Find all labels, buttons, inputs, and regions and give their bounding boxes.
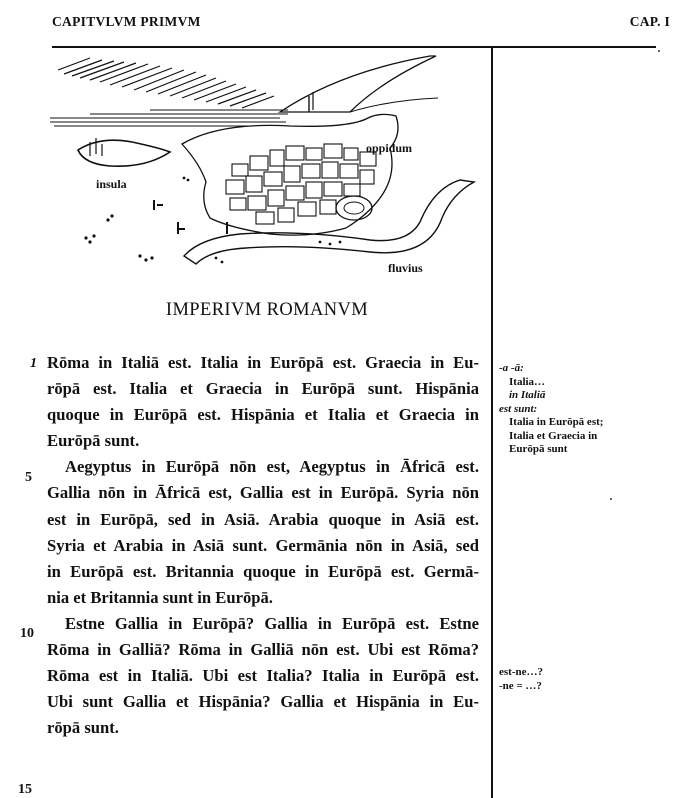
body-text — [47, 350, 479, 741]
line-number-15: 15 — [18, 782, 32, 797]
chapter-title: IMPERIVM ROMANVM — [165, 300, 369, 320]
text-line: Eurōpā sunt. — [47, 431, 140, 451]
margin-note-line: est sunt: — [499, 402, 538, 415]
margin-note-line: Italia… — [509, 375, 546, 388]
line-number-5: 5 — [25, 470, 32, 485]
stray-mark — [658, 50, 660, 52]
text-line: Rōma in Italiā est. Italia in Eurōpā est. Graecia in Eu- — [47, 353, 479, 372]
island — [78, 140, 170, 166]
hatched-hills — [58, 58, 274, 108]
margin-note-line: in Italiā — [509, 389, 546, 401]
text-line: Rōma est in Italiā. Ubi est Italia? Italia in Eurōpā est. — [47, 666, 479, 686]
text-line: Rōma in Galliā? Rōma in Galliā nōn est. Ubi est Rōma? — [47, 640, 479, 660]
running-head-right: CAP. I — [629, 14, 670, 29]
distant-hill — [280, 56, 436, 112]
running-head-left: CAPITVLVM PRIMVM — [52, 14, 201, 29]
text-line: rōpā sunt. — [47, 718, 119, 738]
paragraph-2 — [47, 454, 479, 611]
text-line: est in Eurōpā, sed in Asiā. Arabia quoque in Asiā est. — [47, 509, 479, 529]
paragraph-1 — [47, 350, 479, 454]
text-line: Ubi sunt Gallia et Hispānia? Gallia et Hispānia in Eu- — [47, 692, 479, 712]
column-rule — [491, 46, 493, 798]
line-number-1: 1 — [30, 356, 37, 371]
text-line: rōpā est. Italia et Graecia in Eurōpā sunt. Hispānia — [47, 379, 479, 399]
map-illustration — [50, 52, 480, 284]
text-line: nia et Britannia sunt in Eurōpā. — [47, 587, 273, 607]
label-fluvius: fluvius — [388, 261, 423, 275]
stray-mark — [610, 498, 612, 500]
text-line: Syria et Arabia in Asiā sunt. Germānia nōn in Asiā, sed — [47, 535, 479, 555]
label-insula: insula — [96, 177, 127, 191]
text-line: Aegyptus in Eurōpā nōn est, Aegyptus in Āfricā est. — [65, 457, 479, 477]
text-line: Gallia nōn in Āfricā est, Gallia est in Eurōpā. Syria nōn — [47, 483, 479, 503]
margin-note-2 — [499, 666, 543, 693]
margin-note-1 — [499, 362, 603, 457]
header-rule — [52, 46, 656, 48]
town-buildings — [226, 144, 376, 224]
sea-shading — [50, 110, 288, 126]
amphitheatre-inner — [344, 202, 364, 214]
margin-note-line: Eurōpā sunt — [509, 443, 568, 455]
margin-note-line: Italia et Graecia in — [509, 429, 598, 442]
margin-note-line: -ne = …? — [499, 679, 542, 692]
amphitheatre — [336, 196, 372, 220]
running-head — [52, 14, 670, 36]
line-number-10: 10 — [20, 626, 34, 641]
label-oppidum: oppidum — [366, 141, 413, 155]
paragraph-3 — [47, 611, 479, 741]
margin-note-heading: -a -ā: — [499, 362, 524, 374]
text-line: quoque in Eurōpā est. Hispānia et Italia et Graecia in — [47, 405, 479, 425]
margin-note-line: Italia in Eurōpā est; — [509, 416, 604, 428]
text-line: in Eurōpā est. Britannia quoque in Eurōpā est. Germā- — [47, 561, 479, 581]
margin-note-line: est-ne…? — [499, 666, 543, 678]
text-line: Estne Gallia in Eurōpā? Gallia in Eurōpā est. Estne — [65, 613, 479, 633]
